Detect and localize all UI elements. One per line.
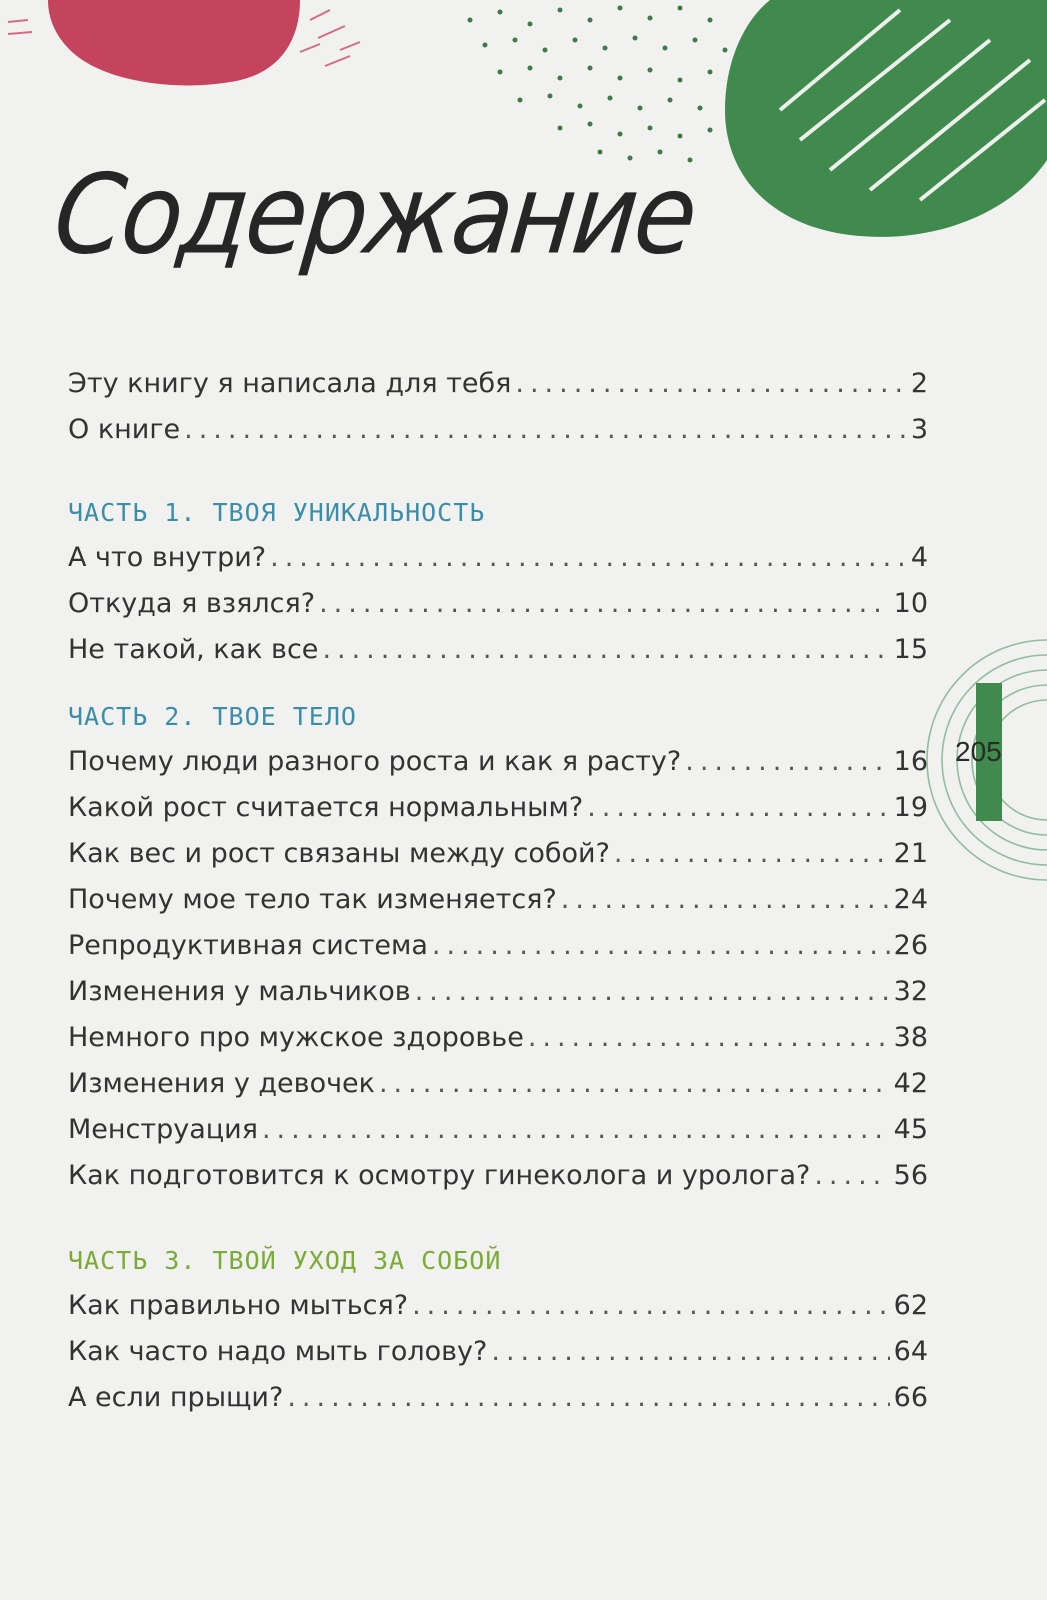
toc-entry-label: Почему мое тело так изменяется?	[68, 884, 557, 915]
table-of-contents	[68, 368, 928, 1428]
part-1-heading: ЧАСТЬ 1. ТВОЯ УНИКАЛЬНОСТЬ	[68, 498, 486, 527]
part-2-heading: ЧАСТЬ 2. ТВОЕ ТЕЛО	[68, 702, 357, 731]
toc-entry[interactable]	[68, 1290, 928, 1336]
toc-entry-page: 66	[893, 1382, 928, 1413]
toc-entry-page: 2	[910, 368, 928, 399]
toc-entry[interactable]	[68, 368, 928, 414]
green-leaf-decoration	[725, 0, 1047, 237]
toc-entry-label: Как подготовится к осмотру гинеколога и уролога?	[68, 1160, 811, 1191]
leader-dots	[319, 588, 890, 619]
toc-entry-label: О книге	[68, 414, 181, 445]
leader-dots	[515, 368, 906, 399]
toc-entry-label: Репродуктивная система	[68, 930, 428, 961]
toc-entry-label: Эту книгу я написала для тебя	[68, 368, 512, 399]
toc-entry-label: Как вес и рост связаны между собой?	[68, 838, 610, 869]
toc-entry-page: 16	[893, 746, 928, 777]
toc-entry-label: А если прыщи?	[68, 1382, 284, 1413]
toc-entry-page: 4	[910, 542, 928, 573]
leader-dots	[270, 542, 906, 573]
leader-dots	[415, 976, 890, 1007]
red-blob-decoration	[48, 0, 300, 85]
toc-entry-label: Не такой, как все	[68, 634, 319, 665]
toc-entry[interactable]	[68, 884, 928, 930]
leader-dots	[432, 930, 890, 961]
page-number: 205	[955, 736, 1002, 767]
leader-dots	[287, 1382, 889, 1413]
leader-dots	[561, 884, 890, 915]
toc-entry[interactable]	[68, 588, 928, 634]
toc-entry-label: Какой рост считается нормальным?	[68, 792, 584, 823]
leader-dots	[379, 1068, 890, 1099]
toc-entry[interactable]	[68, 1022, 928, 1068]
leader-dots	[491, 1336, 889, 1367]
toc-entry-page: 42	[893, 1068, 928, 1099]
toc-entry-page: 32	[893, 976, 928, 1007]
toc-entry[interactable]	[68, 634, 928, 680]
part-3-heading: ЧАСТЬ 3. ТВОЙ УХОД ЗА СОБОЙ	[68, 1246, 502, 1275]
toc-entry-page: 24	[893, 884, 928, 915]
toc-entry[interactable]	[68, 1114, 928, 1160]
leader-dots	[614, 838, 890, 869]
toc-entry[interactable]	[68, 1336, 928, 1382]
toc-entry[interactable]	[68, 542, 928, 588]
leader-dots	[814, 1160, 889, 1191]
leader-dots	[184, 414, 906, 445]
toc-entry-page: 19	[893, 792, 928, 823]
leader-dots	[587, 792, 889, 823]
toc-entry-page: 56	[893, 1160, 928, 1191]
leader-dots	[412, 1290, 890, 1321]
toc-entry[interactable]	[68, 1160, 928, 1206]
toc-entry[interactable]	[68, 414, 928, 460]
leader-dots	[528, 1022, 890, 1053]
toc-entry-label: Как часто надо мыть голову?	[68, 1336, 488, 1367]
toc-entry-page: 62	[893, 1290, 928, 1321]
toc-entry-page: 26	[893, 930, 928, 961]
toc-entry[interactable]	[68, 930, 928, 976]
toc-entry-label: Немного про мужское здоровье	[68, 1022, 524, 1053]
toc-entry-page: 45	[893, 1114, 928, 1145]
leader-dots	[322, 634, 889, 665]
leader-dots	[262, 1114, 890, 1145]
toc-entry[interactable]	[68, 746, 928, 792]
toc-entry-page: 15	[893, 634, 928, 665]
toc-entry-label: А что внутри?	[68, 542, 267, 573]
toc-entry-label: Изменения у девочек	[68, 1068, 375, 1099]
toc-entry[interactable]	[68, 792, 928, 838]
toc-entry-page: 21	[893, 838, 928, 869]
toc-entry-label: Почему люди разного роста и как я расту?	[68, 746, 682, 777]
toc-entry-label: Изменения у мальчиков	[68, 976, 411, 1007]
page-title: Содержание	[48, 150, 701, 279]
toc-entry[interactable]	[68, 976, 928, 1022]
toc-entry-label: Откуда я взялся?	[68, 588, 316, 619]
toc-entry-page: 10	[893, 588, 928, 619]
toc-entry[interactable]	[68, 1382, 928, 1428]
leader-dots	[685, 746, 889, 777]
toc-entry-page: 3	[910, 414, 928, 445]
toc-entry[interactable]	[68, 838, 928, 884]
toc-entry-label: Менструация	[68, 1114, 258, 1145]
dot-pattern-decoration	[468, 6, 728, 163]
toc-entry-label: Как правильно мыться?	[68, 1290, 409, 1321]
toc-entry-page: 64	[893, 1336, 928, 1367]
toc-entry-page: 38	[893, 1022, 928, 1053]
toc-entry[interactable]	[68, 1068, 928, 1114]
